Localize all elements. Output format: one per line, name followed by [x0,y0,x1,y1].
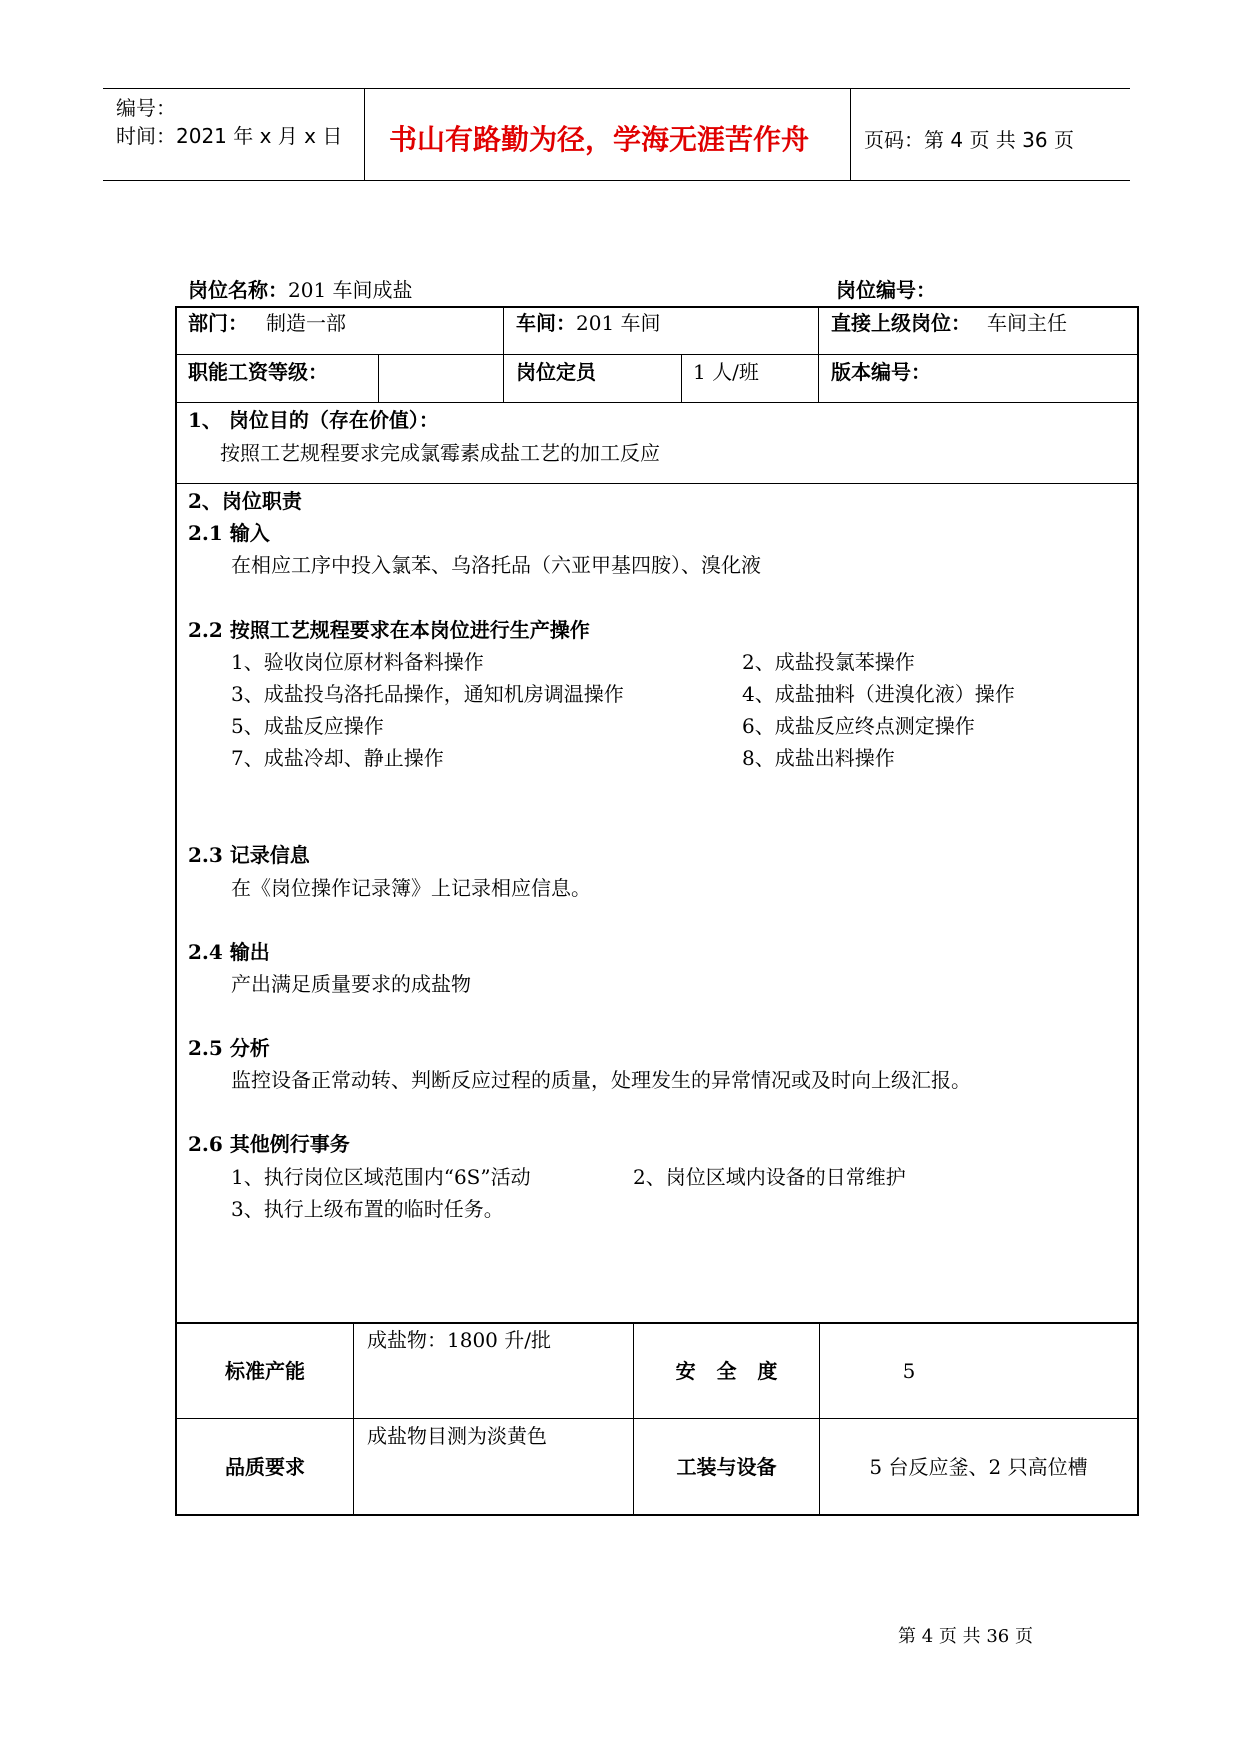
grade-label: 职能工资等级： [188,360,328,384]
headcount-label: 岗位定员 [516,360,596,384]
header-date: 时间：2021 年 x 月 x 日 [116,124,343,148]
output-heading: 2.4 输出 [188,940,270,964]
ops-item: 8、成盐出料操作 [742,746,895,770]
duties-heading: 2、岗位职责 [188,489,302,513]
ops-item: 4、成盐抽料（进溴化液）操作 [742,682,1015,706]
table-top-border [175,306,1139,308]
capacity-value: 成盐物：1800 升/批 [367,1328,551,1352]
input-text: 在相应工序中投入氯苯、乌洛托品（六亚甲基四胺）、溴化液 [231,553,761,577]
job-title-value: 201 车间成盐 [288,278,413,302]
equipment-label: 工装与设备 [676,1455,777,1479]
quality-value: 成盐物目测为淡黄色 [367,1424,547,1448]
ops-item: 3、成盐投乌洛托品操作，通知机房调温操作 [231,682,624,706]
table-bottom-border [175,1514,1139,1516]
header-page-number: 页码：第 4 页 共 36 页 [864,128,1074,152]
other-item: 1、执行岗位区域范围内“6S”活动 [231,1165,531,1189]
ops-item: 2、成盐投氯苯操作 [742,650,915,674]
ops-item: 6、成盐反应终点测定操作 [742,714,975,738]
other-item: 2、岗位区域内设备的日常维护 [633,1165,906,1189]
purpose-heading: 1、 岗位目的（存在价值）： [188,408,439,432]
ops-item: 7、成盐冷却、静止操作 [231,746,444,770]
version-label: 版本编号： [831,360,931,384]
workshop-label: 车间：201 车间 [516,311,661,335]
ops-item: 1、验收岗位原材料备料操作 [231,650,484,674]
analysis-heading: 2.5 分析 [188,1036,270,1060]
input-heading: 2.1 输入 [188,521,270,545]
dept-value: 制造一部 [266,311,346,335]
safety-label: 安 全 度 [675,1359,778,1383]
superior-label: 直接上级岗位： 车间主任 [831,311,1067,335]
job-code-label: 岗位编号： [836,278,936,302]
footer-page-number: 第 4 页 共 36 页 [898,1626,1033,1647]
equipment-value: 5 台反应釜、2 只高位槽 [869,1455,1088,1479]
record-heading: 2.3 记录信息 [188,843,310,867]
safety-value: 5 [902,1359,916,1383]
ops-heading: 2.2 按照工艺规程要求在本岗位进行生产操作 [188,618,590,642]
ops-item: 5、成盐反应操作 [231,714,384,738]
serial-number-label: 编号： [116,96,176,120]
quality-label: 品质要求 [225,1455,305,1479]
output-text: 产出满足质量要求的成盐物 [231,972,471,996]
dept-label: 部门： 制造一部 [188,311,346,335]
capacity-label: 标准产能 [225,1359,305,1383]
other-heading: 2.6 其他例行事务 [188,1132,350,1156]
job-title-label: 岗位名称：201 车间成盐 [188,278,413,302]
purpose-text: 按照工艺规程要求完成氯霉素成盐工艺的加工反应 [220,441,660,465]
superior-value: 车间主任 [987,311,1067,335]
other-item: 3、执行上级布置的临时任务。 [231,1197,504,1221]
headcount-value: 1 人/班 [693,360,759,384]
workshop-value: 201 车间 [576,311,661,335]
header-slogan: 书山有路勤为径，学海无涯苦作舟 [389,123,810,156]
record-text: 在《岗位操作记录簿》上记录相应信息。 [231,876,591,900]
analysis-text: 监控设备正常动转、判断反应过程的质量，处理发生的异常情况或及时向上级汇报。 [231,1068,971,1092]
